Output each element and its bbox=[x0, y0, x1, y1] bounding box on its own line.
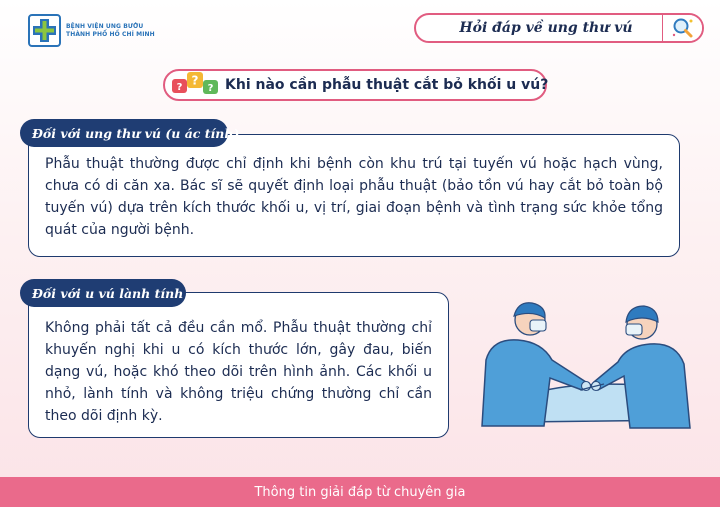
question-pill bbox=[163, 69, 547, 101]
hospital-logo-icon bbox=[28, 14, 61, 47]
malignant-tag: Đối với ung thư vú (u ác tính) bbox=[20, 119, 228, 147]
svg-text:?: ? bbox=[207, 83, 214, 94]
footer-text: Thông tin giải đáp từ chuyên gia bbox=[254, 484, 466, 500]
question-bubbles-icon bbox=[171, 70, 221, 100]
benign-text: Không phải tất cả đều cần mổ. Phẫu thuật thường chỉ khuyến nghị khi u có kích thước lớn, gây đau, biến dạng vú, hoặc khó theo dõi trên hình ảnh. Các khối u nhỏ, lành tính và không triệu chứng thường chỉ cần theo dõi định kỳ. bbox=[45, 320, 432, 424]
surgeons-illustration bbox=[470, 298, 700, 438]
topic-title: Hỏi đáp về ung thư vú bbox=[459, 20, 633, 36]
logo-line-2: THÀNH PHỐ HỒ CHÍ MINH bbox=[66, 30, 155, 38]
footer-bar bbox=[0, 477, 720, 507]
topic-pill bbox=[414, 13, 704, 43]
question-title: Khi nào cần phẫu thuật cắt bỏ khối u vú? bbox=[225, 77, 549, 93]
malignant-text: Phẫu thuật thường được chỉ định khi bệnh còn khu trú tại tuyến vú hoặc hạch vùng, chưa có di căn xa. Bác sĩ sẽ quyết định loại phẫu thuật (bảo tồn vú hay cắt bỏ toàn bộ tuyến vú) dựa trên kích thước khối u, vị trí, giai đoạn bệnh và tình trạng sức khỏe tổng quát của người bệnh. bbox=[45, 156, 663, 238]
magnifier-icon bbox=[662, 15, 702, 41]
svg-text:?: ? bbox=[191, 73, 199, 88]
hospital-logo bbox=[28, 12, 168, 48]
svg-text:?: ? bbox=[176, 82, 183, 93]
logo-line-1: BỆNH VIỆN UNG BƯỚU bbox=[66, 22, 144, 30]
malignant-card bbox=[28, 134, 680, 257]
benign-card bbox=[28, 292, 449, 438]
benign-tag: Đối với u vú lành tính bbox=[20, 279, 186, 307]
